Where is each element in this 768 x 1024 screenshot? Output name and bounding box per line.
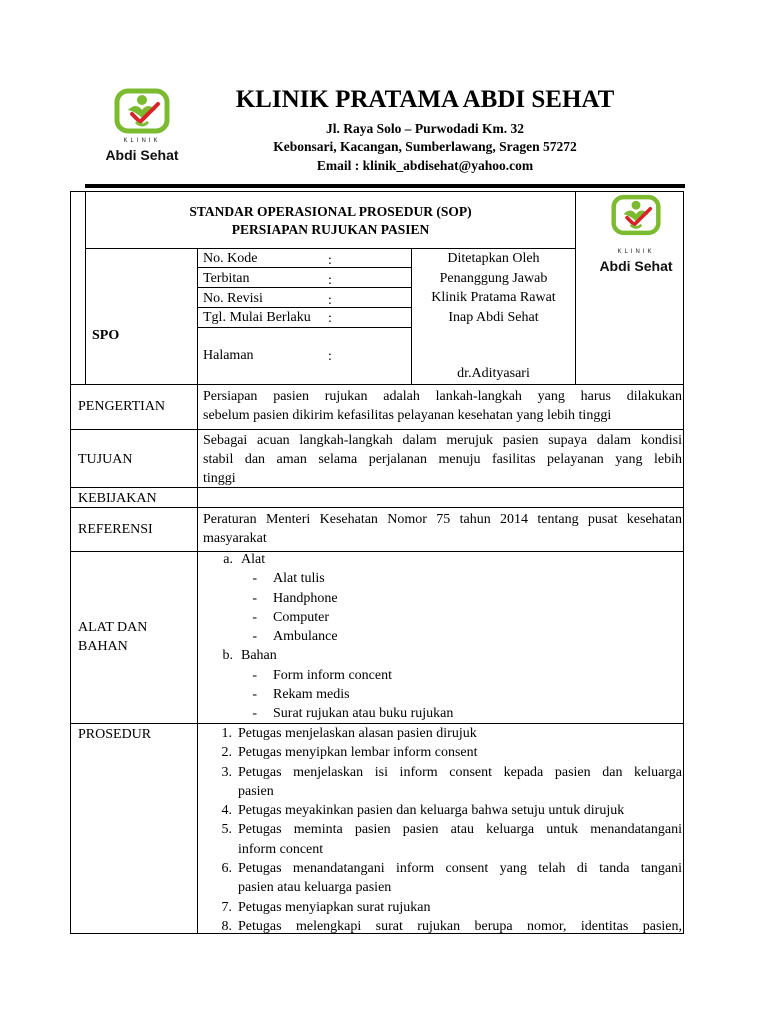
address-line-2: Kebonsari, Kacangan, Sumberlawang, Sragen 57272 (273, 139, 577, 154)
field-tgl-mulai: Tgl. Mulai Berlaku (203, 310, 311, 325)
referensi-label: REFERENSI (78, 522, 153, 537)
approval-line: Ditetapkan Oleh (447, 251, 540, 266)
tujuan-label: TUJUAN (78, 452, 133, 467)
text-line: stabil dan aman selama perjalanan menuju fasilitas pelayanan yang lebih (203, 452, 682, 467)
text-line: masyarakat (203, 531, 267, 546)
procedure-step: 2. Petugas menyipkan lembar inform consent (221, 745, 478, 761)
list-item: - Handphone (252, 590, 338, 606)
list-item: - Form inform concent (252, 667, 392, 683)
label-line: BAHAN (78, 639, 128, 654)
list-item: - Surat rujukan atau buku rujukan (252, 706, 454, 722)
approval-line: Penanggung Jawab (439, 270, 548, 286)
sop-title (86, 203, 575, 239)
procedure-step: 6. Petugas menandatangani inform consent yang telah di tanda tangani pasien atau keluarga pasien (221, 861, 682, 896)
field-colon: : (328, 349, 332, 364)
procedure-step: 8. Petugas melengkapi surat rujukan berupa nomor, identitas pasien, (221, 918, 682, 934)
approval-line: Klinik Pratama Rawat (431, 290, 556, 305)
field-no-revisi: No. Revisi (203, 291, 263, 306)
sop-title-line-1: STANDAR OPERASIONAL PROSEDUR (SOP) (189, 204, 472, 219)
procedure-step: 5. Petugas meminta pasien pasien atau keluarga untuk menandatangani inform concent (221, 822, 682, 857)
label-line: ALAT DAN (78, 620, 148, 635)
sop-title-line-2: PERSIAPAN RUJUKAN PASIEN (231, 222, 430, 237)
address-line-1: Jl. Raya Solo – Purwodadi Km. 32 (325, 121, 525, 136)
field-colon: : (328, 293, 332, 308)
list-marker: b. (222, 648, 233, 664)
text-line: Persiapan pasien rujukan adalah lankah-langkah yang harus dilakukan (203, 389, 682, 404)
text-line: Sebagai acuan langkah-langkah dalam merujuk pasien supaya dalam kondisi (203, 433, 682, 448)
header-rule (85, 184, 685, 188)
signatory-name: dr.Adityasari (457, 366, 530, 381)
kebijakan-label: KEBIJAKAN (78, 491, 157, 506)
sop-logo (590, 192, 682, 278)
list-item: - Alat tulis (252, 571, 325, 587)
procedure-step: 7. Petugas menyiapkan surat rujukan (221, 899, 431, 915)
pengertian-label: PENGERTIAN (78, 399, 166, 414)
field-label: No. Kode (203, 251, 258, 266)
text-line: sebelum pasien dikirim kefasilitas pelayanan kesehatan yang lebih tinggi (203, 408, 612, 423)
alat-bahan-list (203, 550, 682, 724)
text-line: tinggi (203, 471, 236, 486)
procedure-step: 1. Petugas menjelaskan alasan pasien dirujuk (221, 726, 477, 741)
group-b-heading (203, 646, 682, 665)
referensi-text (203, 510, 682, 548)
logo-brand-name: Abdi Sehat (599, 258, 673, 274)
alat-bahan-label (78, 618, 147, 656)
text-line: Peraturan Menteri Kesehatan Nomor 75 tahun 2014 tentang pusat kesehatan (203, 512, 682, 527)
pengertian-text (203, 387, 682, 425)
clinic-logo (92, 88, 192, 168)
clinic-title: KLINIK PRATAMA ABDI SEHAT (235, 86, 615, 113)
approval-block (412, 249, 575, 327)
field-no-kode (203, 249, 257, 268)
list-item: - Ambulance (252, 629, 338, 645)
approval-line: Inap Abdi Sehat (448, 309, 539, 325)
field-colon: : (328, 253, 332, 268)
list-item: - Rekam medis (252, 687, 350, 703)
spo-label: SPO (92, 328, 120, 343)
group-a-heading (203, 550, 682, 569)
logo-brand-name: Abdi Sehat (105, 147, 179, 163)
field-colon: : (328, 311, 332, 326)
group-title: Bahan (241, 648, 277, 664)
tujuan-text (203, 431, 682, 488)
leaf-cross-logo-icon (611, 194, 661, 236)
procedure-step: 3. Petugas menjelaskan isi inform consent kepada pasien dan keluarga pasien (221, 764, 682, 799)
prosedur-list (221, 724, 682, 936)
procedure-step: 4. Petugas meyakinkan pasien dan keluarga bahwa setuju untuk dirujuk (221, 803, 625, 819)
email-line: Email : klinik_abdisehat@yahoo.com (316, 158, 534, 173)
list-marker: a. (223, 552, 233, 567)
list-item: - Computer (252, 609, 329, 625)
group-title: Alat (241, 552, 266, 567)
field-terbitan: Terbitan (203, 271, 250, 286)
prosedur-label: PROSEDUR (78, 727, 152, 742)
logo-klinik-text: KLINIK (123, 138, 161, 144)
field-colon: : (328, 273, 332, 288)
field-halaman: Halaman (203, 348, 254, 363)
logo-klinik-text: KLINIK (617, 249, 655, 255)
leaf-cross-logo-icon (114, 88, 170, 134)
